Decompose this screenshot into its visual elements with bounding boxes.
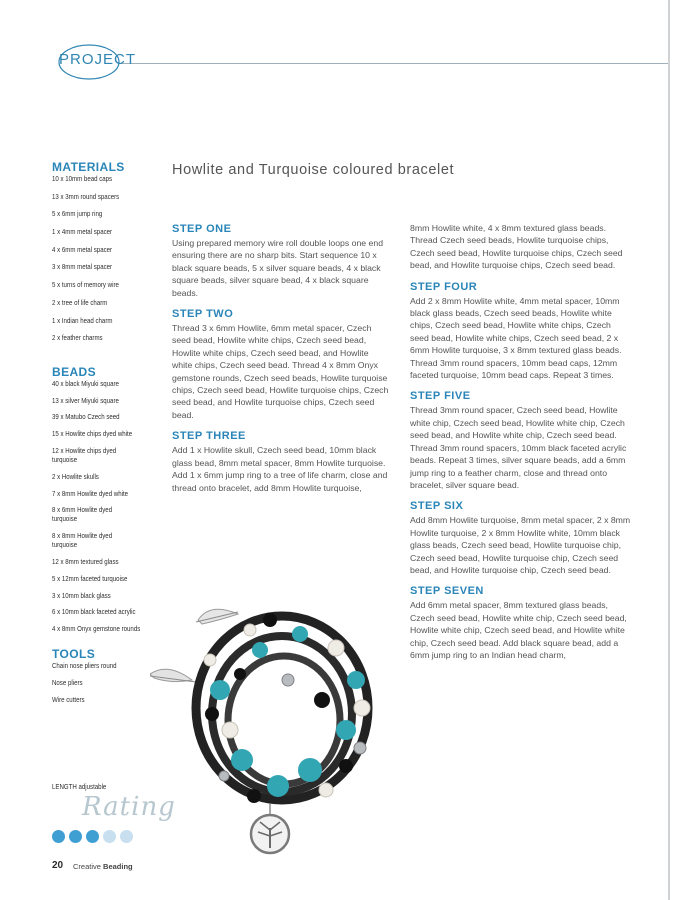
project-badge: [55, 42, 135, 82]
step-text: Add 2 x 8mm Howlite white, 4mm metal spacer, 10mm black glass beads, Czech seed beads, Howlite white chips, Czech seed bead, Howlite white chips, Czech seed bead, Howlite white chips, Czech seed bead, 2 x 6mm Howlite turquoise, 3 x 8mm textured glass beads. Thread 3mm round spacers, 10mm bead caps, 12mm faceted turquoise, 10mm bead caps. Repeat 3 times.: [410, 295, 622, 381]
instructions-column-1: [172, 222, 390, 502]
step-heading: STEP ONE: [172, 223, 232, 235]
page-number: 20: [52, 860, 64, 871]
step-heading: STEP SIX: [410, 500, 464, 513]
magazine-name: [73, 862, 133, 871]
tools-heading: TOOLS: [52, 647, 96, 662]
list-item: Wire cutters: [52, 695, 85, 705]
list-item: 10 x 10mm bead caps: [52, 174, 113, 183]
list-item: 2 x feather charms: [52, 333, 103, 343]
materials-heading: MATERIALS: [52, 160, 125, 174]
header-rule: [120, 63, 668, 64]
step-text: Add 8mm Howlite turquoise, 8mm metal spacer, 2 x 8mm Howlite turquoise, 2 x 8mm Howlite white, 10mm black glass beads, Czech seed bead, Howlite turquoise chip, Czech seed bead, Howlite turquoise chip, Czech seed bead, and Howlite turquoise chip, Czech seed bead.: [410, 515, 631, 575]
sidebar: [52, 160, 164, 712]
list-item: 2 x tree of life charm: [52, 297, 108, 307]
rating-dot-empty: [120, 830, 133, 843]
step-heading: STEP SEVEN: [410, 585, 484, 598]
list-item: 5 x 12mm faceted turquoise: [52, 573, 128, 583]
list-item: 2 x Howlite skulls: [52, 471, 99, 481]
magazine-prefix: Creative: [73, 862, 101, 871]
beads-list: [52, 379, 164, 633]
list-item: Nose pliers: [52, 678, 83, 688]
feather-charm-icon: [196, 609, 238, 624]
list-item: 3 x 8mm metal spacer: [52, 262, 113, 272]
list-item: Chain nose pliers round: [52, 661, 117, 671]
list-item: 12 x 8mm textured glass: [52, 557, 119, 567]
step-text: Using prepared memory wire roll double loops one end ensuring there are no sharp bits. Start sequence 10 x black square beads, 5 x silver square beads, 4 x black square beads, silver square bead, 4 x black square beads.: [172, 238, 384, 298]
tools-list: [52, 661, 164, 712]
list-item: 5 x turns of memory wire: [52, 280, 119, 290]
list-item: 1 x Indian head charm: [52, 315, 113, 325]
list-item: 4 x 8mm Onyx gemstone rounds: [52, 624, 141, 634]
list-item: 13 x 3mm round spacers: [52, 191, 120, 201]
step-text: Add 6mm metal spacer, 8mm textured glass beads, Czech seed bead, Howlite white chip, Czech seed bead, Howlite white chip, Czech seed bead, and Howlite white chip, Czech seed bead. Add black square bead, add a 6mm jump ring to an Indian head charm,: [410, 600, 627, 660]
bracelet-photo: [150, 590, 405, 860]
page-edge: [668, 0, 670, 900]
list-item: 6 x 10mm black faceted acrylic: [52, 607, 136, 617]
list-item: 13 x silver Miyuki square: [52, 395, 119, 405]
list-item: 8 x 8mm Howlite dyed turquoise: [52, 531, 113, 550]
step-text: Thread 3mm round spacer, Czech seed bead, Howlite white chip, Czech seed bead, Howlite white chip, Czech seed bead, and Howlite white chip, Czech seed bead. Thread 3mm round spacers, 10mm black faceted acrylic beads. Repeat 3 times, silver square beads, add a 6mm jump ring to a feather charm, close and thread onto bracelet, silver square bead.: [410, 405, 627, 490]
step-text: Thread 3 x 6mm Howlite, 6mm metal spacer, Czech seed bead, Howlite white chips, Czech seed bead, Howlite white chips, Czech seed bead, and Howlite white chips, Czech seed bead. Thread 4 x 8mm Onyx gemstone rounds, Czech seed beads, Howlite turquoise chips, Czech seed bead, Howlite turquoise chips, Czech seed bead, and Howlite turquoise chips, Czech seed bead.: [172, 323, 389, 420]
rating-dot-empty: [103, 830, 116, 843]
project-label: PROJECT: [59, 51, 137, 68]
list-item: 15 x Howlite chips dyed white: [52, 429, 133, 439]
step-heading: STEP FIVE: [410, 390, 471, 403]
magazine-title: Beading: [103, 862, 133, 871]
rating-dot-filled: [86, 830, 99, 843]
step-heading: STEP TWO: [172, 308, 234, 321]
list-item: 1 x 4mm metal spacer: [52, 227, 113, 237]
beads-heading: BEADS: [52, 364, 97, 379]
bracelet-illustration: [150, 590, 405, 860]
list-item: 3 x 10mm black glass: [52, 590, 111, 600]
step-heading: STEP THREE: [172, 430, 246, 443]
list-item: 7 x 8mm Howlite dyed white: [52, 488, 129, 498]
list-item: 12 x Howlite chips dyed turquoise: [52, 446, 117, 465]
list-item: 4 x 6mm metal spacer: [52, 244, 113, 254]
materials-list: [52, 174, 164, 351]
list-item: 40 x black Miyuki square: [52, 378, 119, 388]
rating-dot-filled: [69, 830, 82, 843]
list-item: 8 x 6mm Howlite dyed turquoise: [52, 505, 113, 524]
page-title: Howlite and Turquoise coloured bracelet: [172, 162, 455, 178]
list-item: 5 x 6mm jump ring: [52, 209, 103, 219]
step-heading: STEP FOUR: [410, 280, 478, 293]
tree-of-life-charm-icon: [251, 804, 289, 853]
rating-label: Rating: [82, 792, 176, 822]
rating-dot-filled: [52, 830, 65, 843]
length-note: LENGTH adjustable: [52, 782, 107, 791]
step-text: Add 1 x Howlite skull, Czech seed bead, 10mm black glass bead, 8mm metal spacer, 8mm Howlite turquoise. Add 1 x 6mm jump ring to a tree of life charm, close and thread onto bracelet, add 8mm Howlite turquoise,: [172, 445, 388, 493]
list-item: 39 x Matubo Czech seed: [52, 412, 120, 422]
step-text: 8mm Howlite white, 4 x 8mm textured glass beads. Thread Czech seed beads, Howlite turquoise chips, Czech seed bead, Howlite turquoise chips, Czech seed bead, and Howlite turquoise chips, Czech seed bead.: [410, 223, 623, 271]
instructions-column-2: [410, 222, 632, 669]
feather-charm-icon: [150, 669, 196, 682]
